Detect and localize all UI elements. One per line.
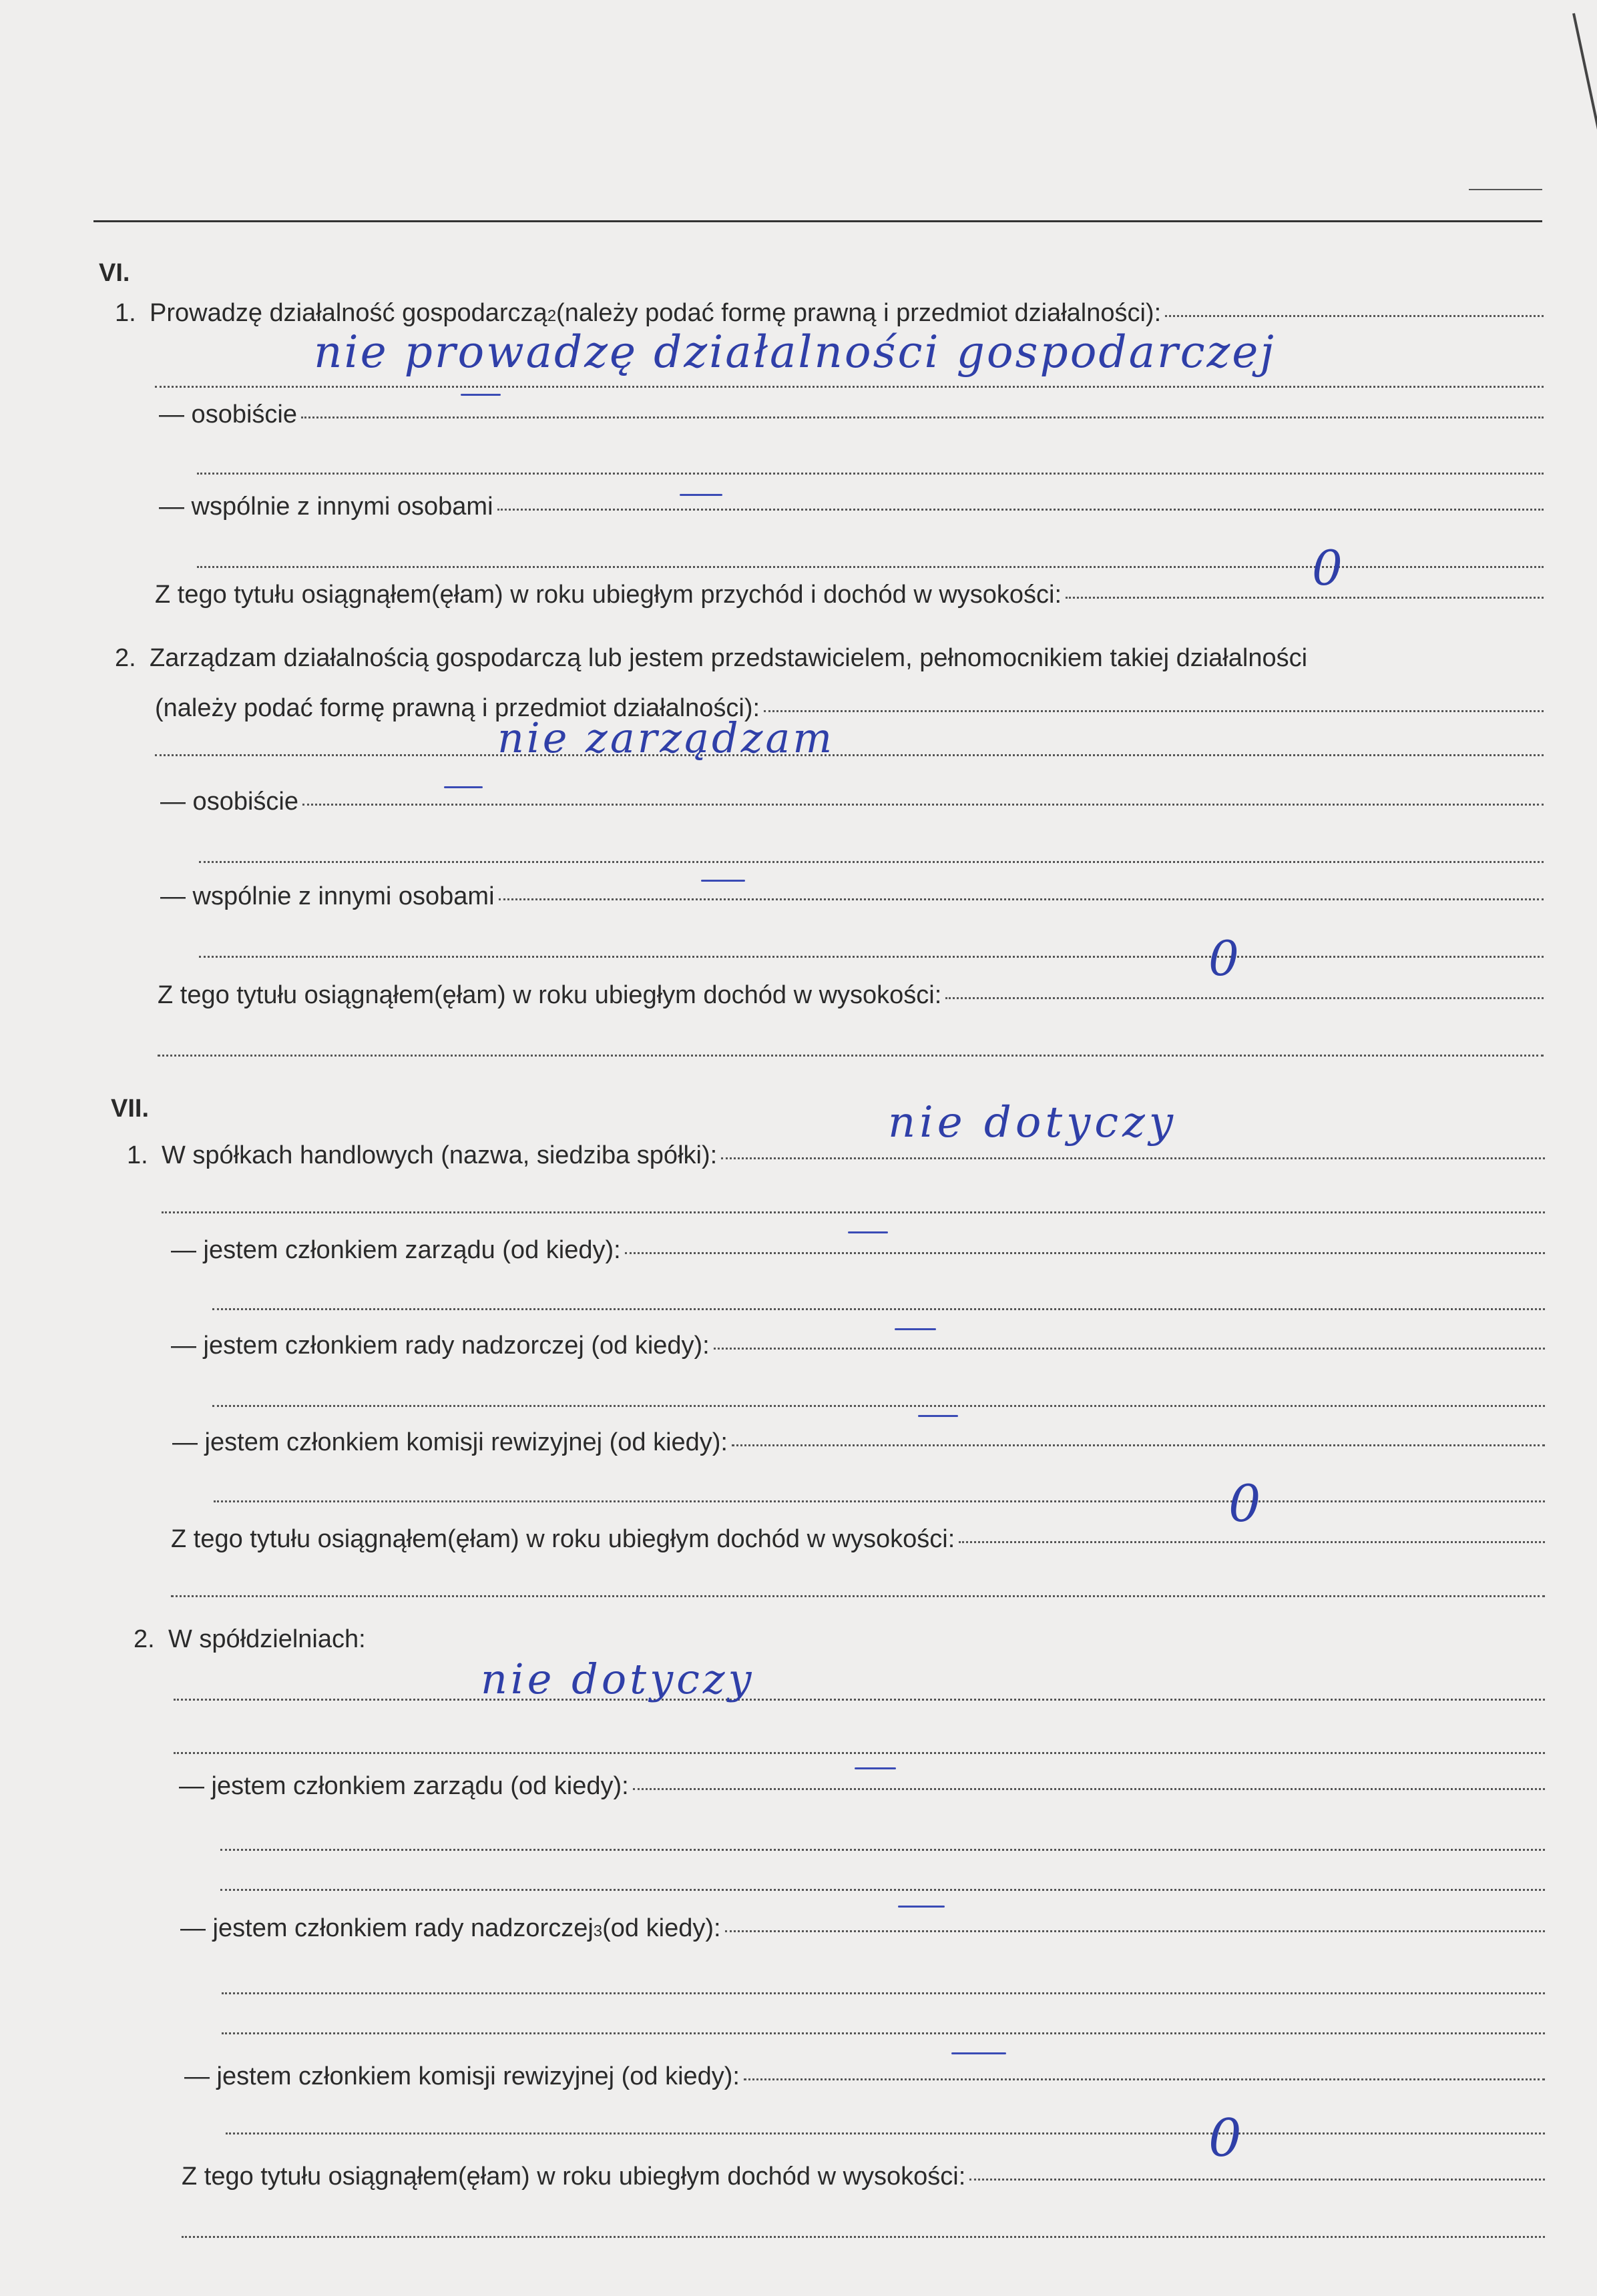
vii-supervisory-dash bbox=[895, 1328, 936, 1330]
vii-audit2-label: — jestem członkiem komisji rewizyjnej (od kiedy): bbox=[184, 2062, 740, 2090]
vi-item1-dash bbox=[461, 394, 501, 396]
vii-supervisory2-tail: (od kiedy): bbox=[602, 1914, 721, 1942]
vi-item2-text: Zarządzam działalnością gospodarczą lub jestem przedstawicielem, pełnomocnikiem takiej działalności bbox=[150, 644, 1308, 672]
vi-item1-footnote: 2 bbox=[547, 307, 557, 325]
vii-board2-dash bbox=[855, 1767, 896, 1769]
vi-item1-text: Prowadzę działalność gospodarczą bbox=[150, 299, 547, 327]
vii-supervisory-row bbox=[171, 1332, 1545, 1360]
vi-income2-row bbox=[158, 981, 1544, 1010]
vii-item2-number: 2. bbox=[134, 1625, 155, 1653]
vii-item1-row bbox=[127, 1141, 1545, 1170]
vii-item2-row bbox=[134, 1625, 1545, 1654]
vi-personally2-dash bbox=[444, 786, 483, 788]
vii-item1-line2 bbox=[162, 1211, 1545, 1213]
vii-income2-row bbox=[182, 2163, 1545, 2191]
vi-jointly-row bbox=[159, 493, 1544, 521]
vii-supervisory2-label: — jestem członkiem rady nadzorczej bbox=[180, 1914, 594, 1942]
vi-item2-row bbox=[115, 644, 1544, 673]
vi-personally2-row bbox=[160, 788, 1544, 816]
vi-item1-handwritten: nie prowadzę działalności gospodarczej bbox=[314, 326, 1276, 378]
vi-item2-handwritten: nie zarządzam bbox=[497, 713, 835, 762]
vii-income2-value: 0 bbox=[1208, 2108, 1242, 2169]
vii-income2-label: Z tego tytułu osiągnąłem(ęłam) w roku ubiegłym dochód w wysokości: bbox=[182, 2163, 966, 2191]
vi-item1-row bbox=[115, 299, 1544, 328]
vii-income1-row bbox=[171, 1525, 1545, 1554]
section-vii-heading: VII. bbox=[111, 1095, 150, 1123]
vii-income2-line2 bbox=[182, 2236, 1545, 2238]
vi-jointly-dash bbox=[680, 494, 722, 496]
vi-jointly2-dash bbox=[701, 880, 745, 882]
header-rule-short bbox=[1469, 189, 1542, 190]
vii-board-dash bbox=[848, 1231, 888, 1233]
vi-jointly2-label: — wspólnie z innymi osobami bbox=[160, 882, 495, 910]
vi-income2-line2 bbox=[158, 1055, 1544, 1057]
vi-personally-line2 bbox=[197, 473, 1544, 475]
vii-audit-row bbox=[172, 1428, 1545, 1457]
vi-item2-answer-line bbox=[155, 754, 1544, 756]
vii-item1-handwritten: nie dotyczy bbox=[888, 1098, 1177, 1147]
vii-income1-label: Z tego tytułu osiągnąłem(ęłam) w roku ubiegłym dochód w wysokości: bbox=[171, 1525, 955, 1553]
vii-supervisory2-line3 bbox=[222, 2032, 1545, 2034]
vii-item1-text: W spółkach handlowych (nazwa, siedziba spółki): bbox=[162, 1141, 718, 1169]
vii-audit-label: — jestem członkiem komisji rewizyjnej (od kiedy): bbox=[172, 1428, 728, 1456]
vi-personally2-label: — osobiście bbox=[160, 788, 298, 816]
vii-supervisory2-line2 bbox=[222, 1992, 1545, 1994]
vii-board2-row bbox=[179, 1772, 1545, 1801]
vii-audit-line2 bbox=[214, 1500, 1545, 1502]
vii-supervisory-line2 bbox=[212, 1405, 1545, 1407]
vi-income1-value: 0 bbox=[1312, 540, 1343, 596]
vii-item2-line2 bbox=[174, 1752, 1545, 1754]
vi-item2-row2 bbox=[155, 694, 1544, 723]
vii-item2-text: W spółdzielniach: bbox=[168, 1625, 366, 1653]
vi-income2-label: Z tego tytułu osiągnąłem(ęłam) w roku ubiegłym dochód w wysokości: bbox=[158, 981, 942, 1009]
vii-audit2-dash bbox=[951, 2052, 1006, 2054]
vii-supervisory2-footnote: 3 bbox=[593, 1922, 603, 1940]
vi-item1-answer-line bbox=[155, 386, 1544, 388]
vii-board-line2 bbox=[212, 1308, 1545, 1310]
vii-income1-value: 0 bbox=[1228, 1474, 1261, 1533]
vii-supervisory2-row bbox=[180, 1914, 1545, 1943]
vi-jointly-label: — wspólnie z innymi osobami bbox=[159, 493, 493, 521]
vii-income1-line2 bbox=[171, 1595, 1545, 1597]
vi-item1-number: 1. bbox=[115, 299, 136, 327]
vi-income1-label: Z tego tytułu osiągnąłem(ęłam) w roku ubiegłym przychód i dochód w wysokości: bbox=[155, 581, 1062, 609]
vii-supervisory-label: — jestem członkiem rady nadzorczej (od kiedy): bbox=[171, 1332, 710, 1360]
vi-income2-value: 0 bbox=[1208, 930, 1239, 986]
vi-jointly2-line2 bbox=[199, 956, 1544, 958]
vi-item2-text2: (należy podać formę prawną i przedmiot działalności): bbox=[155, 694, 760, 722]
vii-board-row bbox=[171, 1236, 1545, 1265]
vii-audit2-line2 bbox=[226, 2132, 1545, 2134]
section-vi-heading: VI. bbox=[99, 259, 130, 287]
vii-item2-handwritten: nie dotyczy bbox=[481, 1655, 755, 1703]
vii-board-label: — jestem członkiem zarządu (od kiedy): bbox=[171, 1236, 621, 1264]
vii-supervisory2-dash bbox=[898, 1906, 945, 1908]
vi-personally-row bbox=[159, 400, 1544, 429]
vii-item2-answer-line bbox=[174, 1699, 1545, 1701]
vii-board2-line3 bbox=[220, 1889, 1545, 1891]
vi-personally-label: — osobiście bbox=[159, 400, 297, 428]
vii-audit2-row bbox=[184, 2062, 1545, 2091]
vi-jointly2-row bbox=[160, 882, 1544, 911]
vii-board2-label: — jestem członkiem zarządu (od kiedy): bbox=[179, 1772, 629, 1800]
vi-item1-text2: (należy podać formę prawną i przedmiot działalności): bbox=[556, 299, 1162, 327]
header-rule bbox=[93, 220, 1542, 222]
vii-item1-number: 1. bbox=[127, 1141, 148, 1169]
vi-item2-number: 2. bbox=[115, 644, 136, 672]
paper-edge bbox=[1572, 13, 1597, 184]
vi-personally2-line2 bbox=[199, 861, 1544, 863]
vii-audit-dash bbox=[918, 1415, 958, 1417]
vii-board2-line2 bbox=[220, 1849, 1545, 1851]
